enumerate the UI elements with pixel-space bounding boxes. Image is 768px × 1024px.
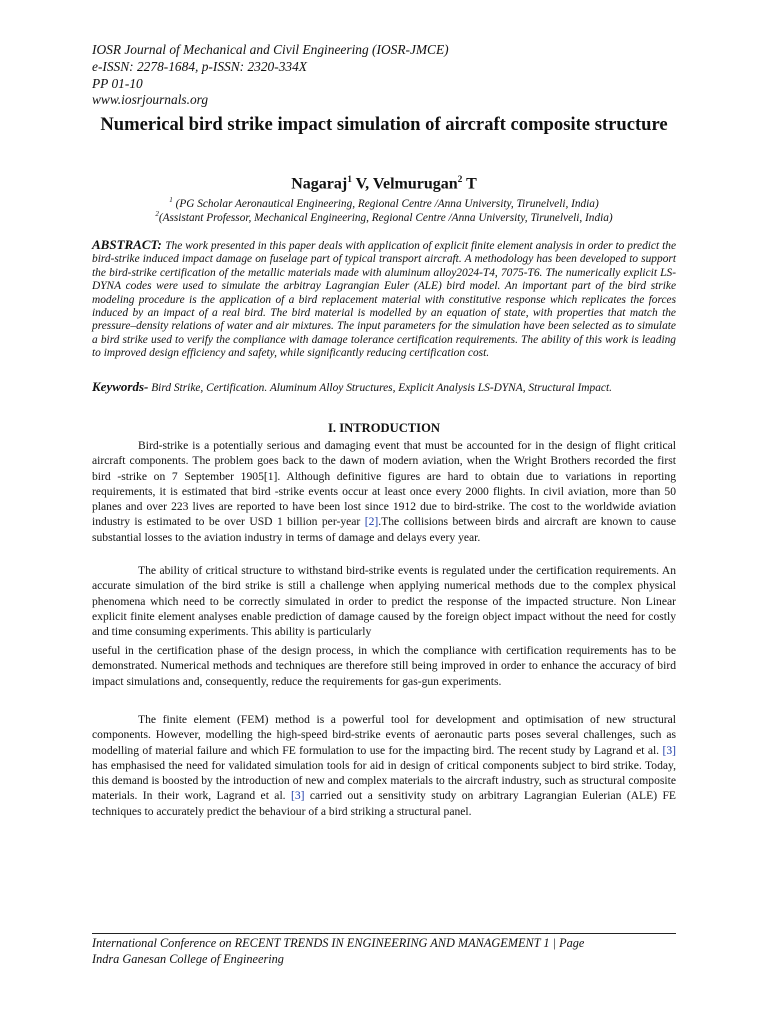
citation-link[interactable]: [2] — [364, 515, 379, 529]
affiliation-1-text: (PG Scholar Aeronautical Engineering, Regional Centre /Anna University, Tirunelveli, India) — [172, 197, 599, 210]
intro-paragraph-4 — [92, 712, 676, 819]
author-1-sup: 1 — [347, 175, 352, 185]
journal-issn: e-ISSN: 2278-1684, p-ISSN: 2320-334X — [92, 58, 307, 74]
citation-link[interactable]: [3] — [290, 789, 305, 803]
footer-college: Indra Ganesan College of Engineering — [92, 951, 284, 966]
journal-name: IOSR Journal of Mechanical and Civil Engineering (IOSR-JMCE) — [92, 42, 449, 57]
abstract — [92, 238, 676, 361]
citation-link[interactable]: [3] — [662, 743, 676, 757]
intro-paragraph-2: The ability of critical structure to withstand bird-strike events is regulated under the certification requirements. An accurate simulation of the bird strike is still a challenge when applying numerical methods due to the complex physical phenomena which need to be correctly simulated in order to predict the response of the impacted structure. Non Linear explicit finite element analyses enable prediction of damage caused by the foreign object impact without the need for costly and time consuming experiments. This ability is particularly — [92, 564, 676, 639]
page-footer — [92, 936, 676, 967]
paragraph-text: carried out a sensitivity study on arbitrary Lagrangian Eulerian (ALE) FE techniques to accurately predict the behaviour of a bird striking a structural panel. — [92, 789, 676, 818]
author-1-suffix: V, — [351, 175, 373, 193]
journal-pages: PP 01-10 — [92, 75, 143, 91]
author-2-sup: 2 — [457, 175, 463, 185]
journal-website: www.iosrjournals.org — [92, 92, 209, 108]
section-heading-introduction: I. INTRODUCTION — [328, 421, 440, 435]
author-1-name: Nagaraj — [291, 175, 348, 193]
affiliation-2-text: (Assistant Professor, Mechanical Engineering, Regional Centre /Anna University, Tirunelveli, India) — [158, 211, 613, 224]
intro-paragraph-3: useful in the certification phase of the design process, in which the compliance with certification requirements has to be demonstrated. Numerical methods and techniques are therefore still being improved in order to enhance the accuracy of bird impact simulations and, consequently, reduce the requirements for gas-gun experiments. — [92, 644, 676, 688]
affiliation-1-sup: 1 — [169, 196, 173, 204]
affiliation-1 — [60, 196, 708, 210]
paragraph-text: .The collisions between birds and aircraft are known to cause substantial losses to the aviation industry in terms of damage and delays every year. — [92, 515, 676, 544]
author-2-suffix: T — [462, 175, 477, 193]
keywords-text: Bird Strike, Certification. Aluminum Alloy Structures, Explicit Analysis LS-DYNA, Structural Impact. — [148, 382, 612, 394]
keywords — [92, 380, 676, 395]
author-line — [60, 175, 708, 193]
paragraph-text: The finite element (FEM) method is a powerful tool for development and optimisation of new structural components. However, modelling the high-speed bird-strike events of aeronautic parts poses several challenges, such as modelling of material failure and which FE formulation to use for the impacting bird. The recent study by Lagrand et al. — [92, 713, 676, 757]
abstract-colon: : — [157, 237, 166, 252]
keywords-label: Keywords- — [92, 379, 149, 394]
abstract-text: The work presented in this paper deals with application of explicit finite element analysis in order to predict the bird-strike induced impact damage on fuselage part of typical transport aircraft. A methodology has been developed to support the bird-strike certification of the metallic materials made with aluminum alloy2024-T4, 7075-T6. The numerically explicit LS-DYNA codes were used to simulate the arbitray Lagrangian Euler (ALE) bird model. An important part of the bird strike modeling procedure is the application of a bird replacement material with constitutive response which replicates the forces induced by an impact of a real bird. The bird material is modelled by an equation of state, with properties that match the pressure–density relations of water and air mixtures. The input parameters for the simulation have been selected as to simulate a bird strike used to verify the compliance with damage tolerance certification requirements. The ability of this work is leading to improved design efficiency and safety, while significantly reducing certification cost. — [92, 240, 676, 360]
footer-conference: International Conference on RECENT TRENDS IN ENGINEERING AND MANAGEMENT 1 | Page — [92, 936, 585, 950]
affiliation-2 — [60, 210, 708, 224]
journal-header — [92, 42, 449, 109]
abstract-label: ABSTRACT — [92, 237, 158, 252]
footer-divider — [92, 933, 676, 934]
paper-title: Numerical bird strike impact simulation of aircraft composite structure — [100, 114, 668, 135]
paragraph-text: has emphasised the need for validated simulation tools for aid in design of critical components subject to bird strike. Today, this demand is boosted by the introduction of new and complex materials to the aircraft industry, such as structural composite materials. In their work, Lagrand et al. — [92, 758, 676, 803]
intro-paragraph-1 — [92, 438, 676, 545]
paragraph-text: Bird-strike is a potentially serious and damaging event that must be accounted for in the design of flight critical aircraft components. The problem goes back to the dawn of modern aviation, when the Wright Brothers recorded the first bird -strike on 7 September 1905[1]. Although definitive figures are hard to obtain due to variations in reporting requirements, it is estimated that bird -strike events occur at least once every 2000 flights. In civil aviation, more than 50 planes and over 223 lives are reported to have been lost since 1912 due to bird-strike. The cost to the worldwide aviation industry is estimated to be over USD 1 billion per-year — [92, 439, 676, 529]
author-2-name: Velmurugan — [372, 175, 458, 193]
affiliation-2-sup: 2 — [155, 210, 159, 218]
